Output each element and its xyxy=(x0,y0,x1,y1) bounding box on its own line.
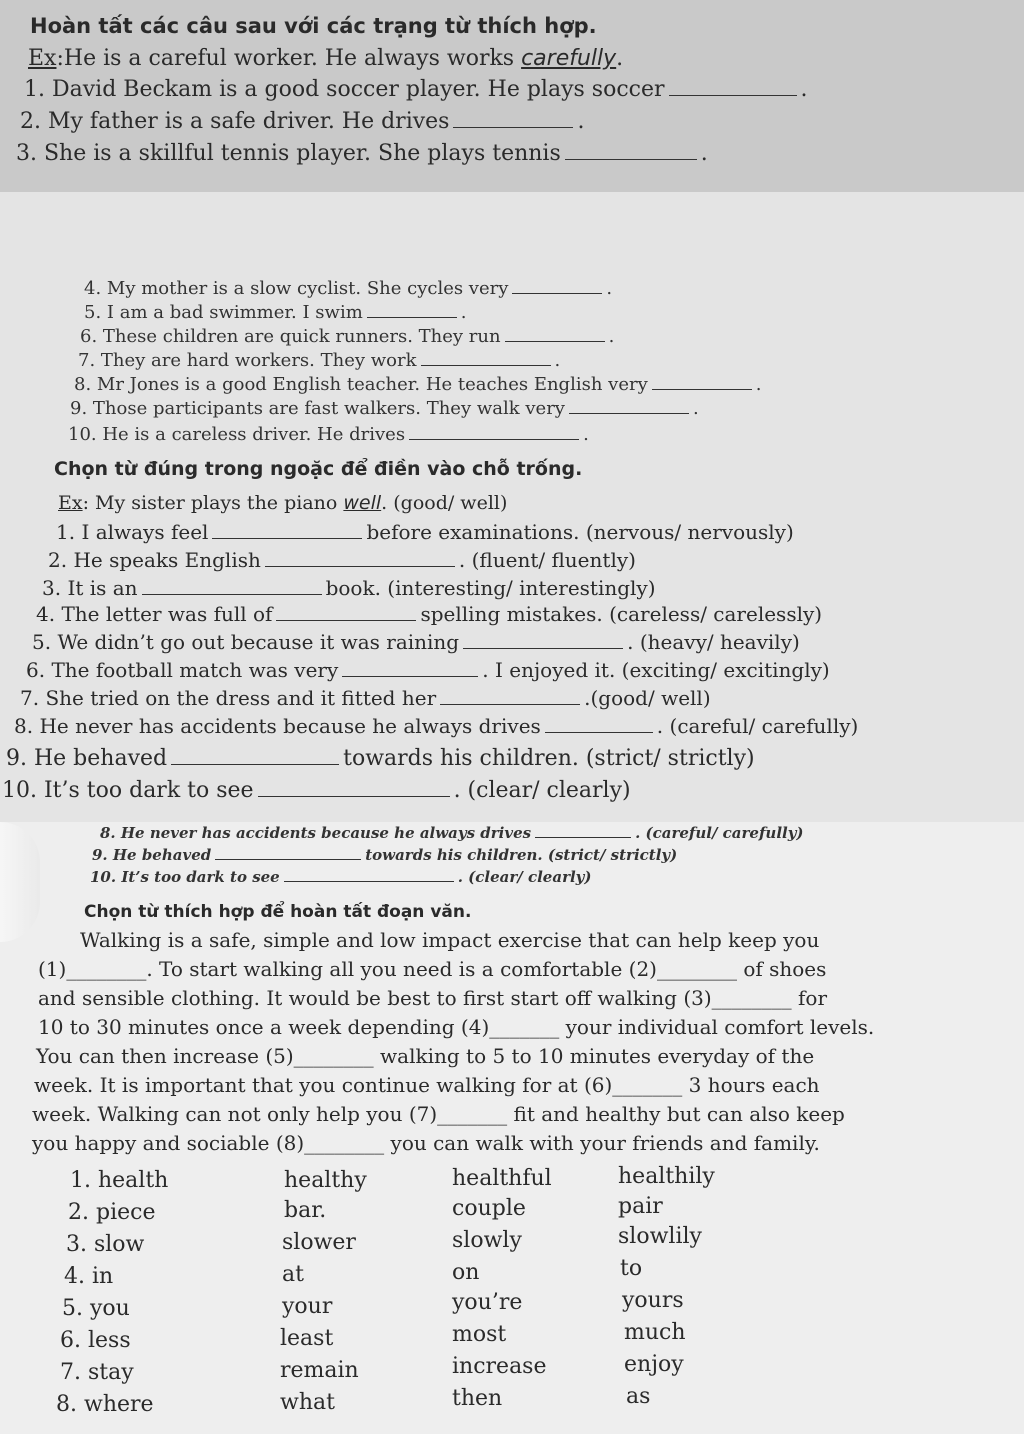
option-d: pair xyxy=(618,1194,663,1219)
example-text: : My sister plays the piano xyxy=(82,492,344,514)
exercise-item xyxy=(20,686,711,710)
answer-blank[interactable] xyxy=(505,340,605,342)
item-text: 8. He never has accidents because he always drives xyxy=(14,714,541,738)
item-text: 1. David Beckam is a good soccer player. He plays soccer xyxy=(24,77,665,102)
item-options: . (clear/ clearly) xyxy=(457,868,592,886)
answer-blank[interactable] xyxy=(463,647,623,649)
answer-blank[interactable] xyxy=(171,763,339,765)
option-d: yours xyxy=(622,1288,684,1313)
option-b: healthy xyxy=(284,1168,367,1193)
item-text: 2. He speaks English xyxy=(48,548,261,572)
section-adverbs-part2 xyxy=(0,192,1024,822)
passage-line: Walking is a safe, simple and low impact exercise that can help keep you xyxy=(80,928,820,952)
option-a: 8. where xyxy=(56,1392,154,1417)
exercise-item xyxy=(2,778,631,803)
answer-blank[interactable] xyxy=(276,619,416,621)
example-label: Ex xyxy=(58,492,83,514)
option-a: 5. you xyxy=(62,1296,130,1321)
option-b: least xyxy=(280,1326,334,1351)
overlap-item xyxy=(100,824,804,842)
exercise-item: 10. He is a careless driver. He drives . xyxy=(68,424,589,445)
item-options: towards his children. (strict/ strictly) xyxy=(365,846,678,864)
section-passage xyxy=(0,822,1024,1434)
item-options: .(good/ well) xyxy=(584,686,711,710)
example-end: . xyxy=(616,46,624,71)
option-c: most xyxy=(452,1322,507,1347)
exercise-item xyxy=(26,658,830,682)
section1-example xyxy=(28,46,623,71)
example-answer: carefully xyxy=(521,46,617,71)
item-text: 1. I always feel xyxy=(56,520,209,544)
answer-blank[interactable] xyxy=(215,858,361,860)
section2-heading: Chọn từ đúng trong ngoặc để điền vào chỗ trống. xyxy=(54,458,583,480)
option-d: much xyxy=(624,1320,686,1345)
item-text: 8. He never has accidents because he always drives xyxy=(100,824,532,842)
item-text: 6. These children are quick runners. They run xyxy=(80,326,501,347)
option-d: to xyxy=(620,1256,643,1281)
exercise-item xyxy=(32,630,800,654)
option-b: your xyxy=(282,1294,333,1319)
exercise-item: 3. She is a skillful tennis player. She plays tennis . xyxy=(16,141,708,166)
answer-blank[interactable] xyxy=(142,593,322,595)
option-c: couple xyxy=(452,1196,526,1221)
section3-heading: Chọn từ thích hợp để hoàn tất đoạn văn. xyxy=(84,902,472,922)
item-text: 4. My mother is a slow cyclist. She cycles very xyxy=(84,278,509,299)
item-text: 7. She tried on the dress and it fitted her xyxy=(20,686,437,710)
exercise-item: 2. My father is a safe driver. He drives . xyxy=(20,109,585,134)
answer-blank[interactable] xyxy=(367,316,457,318)
option-c: healthful xyxy=(452,1166,552,1191)
option-c: you’re xyxy=(452,1290,523,1315)
answer-blank[interactable] xyxy=(421,364,551,366)
item-text: 8. Mr Jones is a good English teacher. He teaches English very xyxy=(74,374,648,395)
answer-blank[interactable] xyxy=(652,388,752,390)
item-text: 9. Those participants are fast walkers. They walk very xyxy=(70,398,565,419)
option-a: 2. piece xyxy=(68,1200,156,1225)
answer-blank[interactable] xyxy=(545,731,653,733)
option-d: slowlily xyxy=(618,1224,702,1249)
exercise-item xyxy=(56,520,794,544)
item-text: 10. He is a careless driver. He drives xyxy=(68,424,406,445)
item-text: 3. She is a skillful tennis player. She plays tennis xyxy=(16,141,561,166)
answer-blank[interactable] xyxy=(565,158,697,160)
passage-line: you happy and sociable (8)________ you can walk with your friends and family. xyxy=(32,1131,820,1155)
answer-blank[interactable] xyxy=(569,412,689,414)
answer-blank[interactable] xyxy=(440,703,580,705)
option-c: on xyxy=(452,1260,480,1285)
item-text: 6. The football match was very xyxy=(26,658,339,682)
answer-blank[interactable] xyxy=(342,675,478,677)
item-text: 9. He behaved xyxy=(6,746,168,771)
exercise-item xyxy=(48,548,636,572)
example-text: :He is a careful worker. He always works xyxy=(56,46,522,71)
option-a: 4. in xyxy=(64,1264,114,1289)
option-d: healthily xyxy=(618,1164,715,1189)
exercise-item: 7. They are hard workers. They work . xyxy=(78,350,561,371)
exercise-item: 8. Mr Jones is a good English teacher. He teaches English very . xyxy=(74,374,762,395)
item-options: . (heavy/ heavily) xyxy=(627,630,800,654)
option-d: as xyxy=(626,1384,651,1409)
section-adverbs-part1 xyxy=(0,0,1024,192)
option-b: what xyxy=(280,1390,335,1415)
passage-line: 10 to 30 minutes once a week depending (4)_______ your individual comfort levels. xyxy=(38,1015,875,1039)
item-options: spelling mistakes. (careless/ carelessly) xyxy=(420,602,823,626)
item-options: towards his children. (strict/ strictly) xyxy=(343,746,755,771)
item-text: 10. It’s too dark to see xyxy=(2,778,254,803)
item-text: 3. It is an xyxy=(42,576,138,600)
item-options: . I enjoyed it. (exciting/ excitingly) xyxy=(482,658,830,682)
answer-blank[interactable] xyxy=(212,537,362,539)
section1-heading: Hoàn tất các câu sau với các trạng từ thích hợp. xyxy=(30,14,597,38)
answer-blank[interactable] xyxy=(453,126,573,128)
item-options: before examinations. (nervous/ nervously) xyxy=(366,520,794,544)
answer-blank[interactable] xyxy=(512,292,602,294)
option-a: 6. less xyxy=(60,1328,131,1353)
item-options: . (fluent/ fluently) xyxy=(458,548,636,572)
passage-line: You can then increase (5)________ walking to 5 to 10 minutes everyday of the xyxy=(36,1044,815,1068)
section2-example xyxy=(58,492,507,514)
answer-blank[interactable] xyxy=(258,795,450,797)
option-c: slowly xyxy=(452,1228,522,1253)
option-b: remain xyxy=(280,1358,359,1383)
exercise-item: 9. Those participants are fast walkers. They walk very . xyxy=(70,398,699,419)
exercise-item xyxy=(36,602,822,626)
option-b: bar. xyxy=(284,1198,327,1223)
exercise-item: 6. These children are quick runners. They run . xyxy=(80,326,615,347)
overlap-item xyxy=(90,868,591,886)
example-label: Ex xyxy=(28,46,57,71)
passage-line: and sensible clothing. It would be best to first start off walking (3)________ for xyxy=(38,986,828,1010)
item-text: 9. He behaved xyxy=(92,846,212,864)
item-text: 5. We didn’t go out because it was raining xyxy=(32,630,460,654)
option-a: 7. stay xyxy=(60,1360,134,1385)
item-options: book. (interesting/ interestingly) xyxy=(325,576,656,600)
item-text: 2. My father is a safe driver. He drives xyxy=(20,109,450,134)
passage-line: week. Walking can not only help you (7)_______ fit and healthy but can also keep xyxy=(32,1102,845,1126)
example-answer: well xyxy=(343,492,382,514)
option-d: enjoy xyxy=(624,1352,684,1377)
item-text: 10. It’s too dark to see xyxy=(90,868,280,886)
item-options: . (careful/ carefully) xyxy=(635,824,804,842)
item-text: 7. They are hard workers. They work xyxy=(78,350,417,371)
answer-blank[interactable] xyxy=(284,880,454,882)
option-c: increase xyxy=(452,1354,547,1379)
exercise-item: 5. I am a bad swimmer. I swim . xyxy=(84,302,467,323)
answer-blank[interactable] xyxy=(409,438,579,440)
option-c: then xyxy=(452,1386,503,1411)
passage-line: (1)________. To start walking all you need is a comfortable (2)________ of shoes xyxy=(38,957,827,981)
overlap-item xyxy=(92,846,677,864)
item-text: 5. I am a bad swimmer. I swim xyxy=(84,302,363,323)
passage-line: week. It is important that you continue walking for at (6)_______ 3 hours each xyxy=(34,1073,820,1097)
exercise-item xyxy=(6,746,755,771)
item-text: 4. The letter was full of xyxy=(36,602,273,626)
option-b: slower xyxy=(282,1230,356,1255)
answer-blank[interactable] xyxy=(535,836,631,838)
item-options: . (careful/ carefully) xyxy=(656,714,859,738)
answer-blank[interactable] xyxy=(669,94,797,96)
exercise-item xyxy=(42,576,656,600)
option-a: 1. health xyxy=(70,1168,169,1193)
answer-blank[interactable] xyxy=(265,565,455,567)
exercise-item: 4. My mother is a slow cyclist. She cycles very . xyxy=(84,278,613,299)
exercise-item: 1. David Beckam is a good soccer player. He plays soccer . xyxy=(24,77,808,102)
example-options: . (good/ well) xyxy=(381,492,508,514)
option-b: at xyxy=(282,1262,304,1287)
option-a: 3. slow xyxy=(66,1232,145,1257)
item-options: . (clear/ clearly) xyxy=(453,778,631,803)
exercise-item xyxy=(14,714,858,738)
